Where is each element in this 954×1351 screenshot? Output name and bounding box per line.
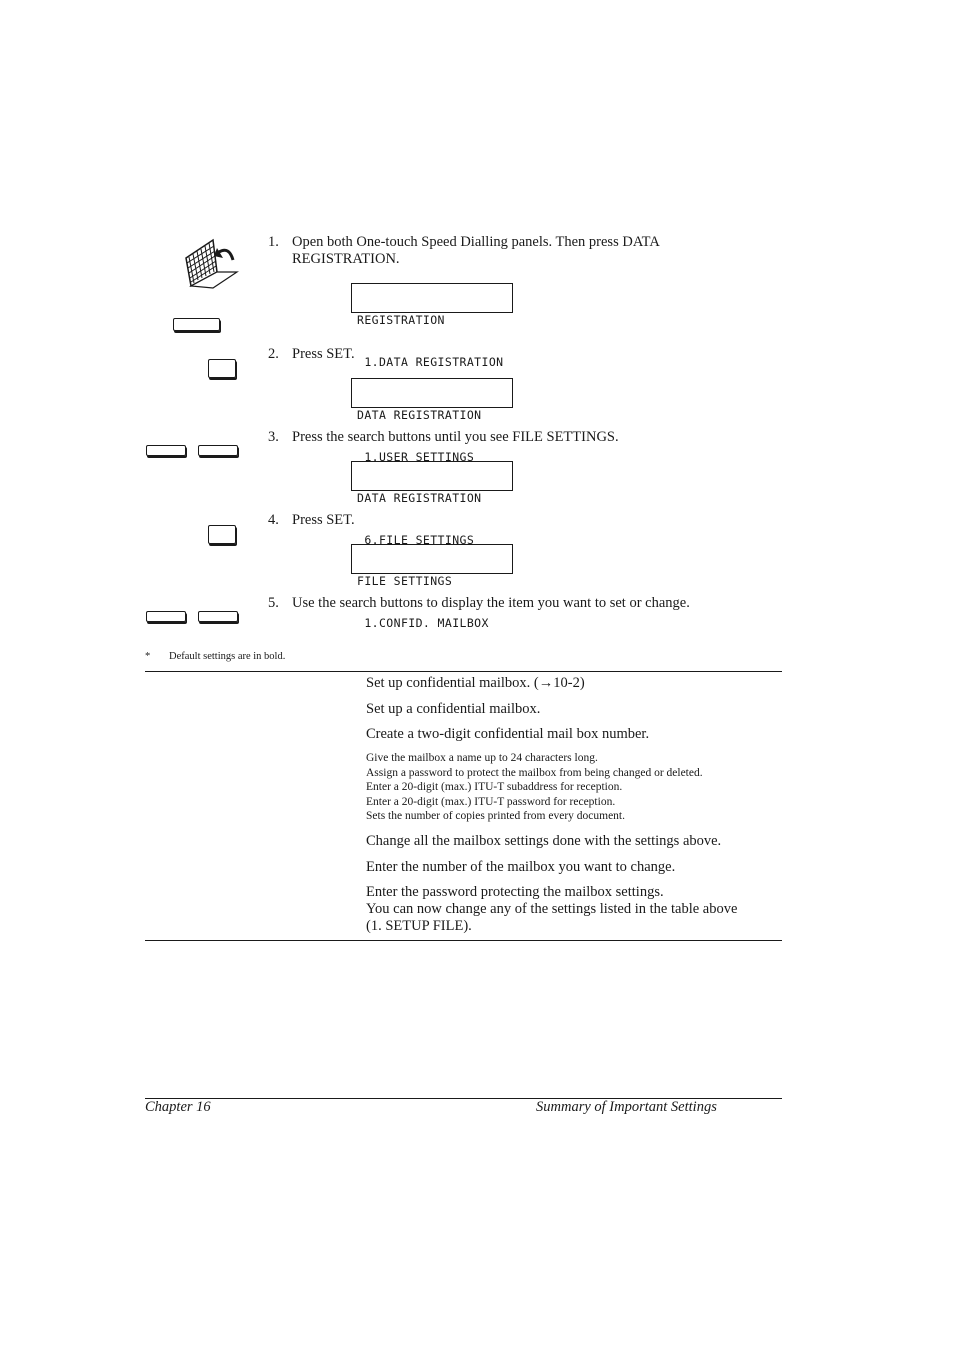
table-row-small: Enter a 20-digit (max.) ITU-T password for reception. — [366, 796, 616, 808]
search-left-button[interactable] — [146, 445, 186, 456]
lcd-display — [351, 544, 513, 630]
lcd-line-1: DATA REGISTRATION — [357, 408, 482, 422]
footer-section-title: Summary of Important Settings — [536, 1099, 717, 1115]
search-right-button[interactable] — [198, 445, 238, 456]
table-row: You can now change any of the settings listed in the table above — [366, 901, 738, 917]
data-registration-button[interactable] — [173, 318, 220, 331]
step-number: 3. — [268, 429, 279, 445]
lcd-line-2: 1.DATA REGISTRATION — [357, 355, 504, 369]
step-text: Use the search buttons to display the item you want to set or change. — [292, 595, 690, 611]
search-right-button[interactable] — [198, 611, 238, 622]
table-row: Create a two-digit confidential mail box number. — [366, 726, 650, 742]
table-row-small: Assign a password to protect the mailbox from being changed or deleted. — [366, 767, 703, 779]
lcd-line-2: 1.USER SETTINGS — [357, 450, 475, 464]
table-top-rule — [145, 671, 782, 672]
step-text: Press SET. — [292, 512, 355, 528]
lcd-line-2: 1.CONFID. MAILBOX — [357, 616, 489, 630]
step-text: Press SET. — [292, 346, 355, 362]
table-row-small: Enter a 20-digit (max.) ITU-T subaddress for reception. — [366, 781, 623, 793]
lcd-line-1: DATA REGISTRATION — [357, 491, 482, 505]
step-number: 1. — [268, 234, 279, 250]
lcd-display — [351, 283, 513, 369]
table-bottom-rule — [145, 940, 782, 941]
lcd-display — [351, 378, 513, 464]
step-number: 5. — [268, 595, 279, 611]
table-row: Enter the password protecting the mailbox settings. — [366, 884, 664, 900]
footer-chapter: Chapter 16 — [145, 1099, 211, 1115]
step-number: 2. — [268, 346, 279, 362]
table-row-small: Sets the number of copies printed from every document. — [366, 810, 625, 822]
lcd-display — [351, 461, 513, 547]
lcd-line-2: 6.FILE SETTINGS — [357, 533, 475, 547]
footnote-marker: * — [145, 651, 151, 662]
step-number: 4. — [268, 512, 279, 528]
one-touch-panel-open-icon — [183, 238, 241, 290]
table-row-small: Give the mailbox a name up to 24 characters long. — [366, 752, 598, 764]
table-row: Set up confidential mailbox. (→10-2) — [366, 675, 585, 691]
table-row: Enter the number of the mailbox you want to change. — [366, 859, 676, 875]
table-row: Change all the mailbox settings done with the settings above. — [366, 833, 722, 849]
table-row: (1. SETUP FILE). — [366, 918, 472, 934]
lcd-line-1: REGISTRATION — [357, 313, 445, 327]
set-button[interactable] — [208, 359, 236, 378]
lcd-line-1: FILE SETTINGS — [357, 574, 453, 588]
step-text: Open both One-touch Speed Dialling panels. Then press DATA REGISTRATION. — [292, 234, 660, 267]
set-button[interactable] — [208, 525, 236, 544]
search-left-button[interactable] — [146, 611, 186, 622]
step-text: Press the search buttons until you see FILE SETTINGS. — [292, 429, 619, 445]
footnote-text: Default settings are in bold. — [169, 651, 286, 662]
table-row: Set up a confidential mailbox. — [366, 701, 541, 717]
